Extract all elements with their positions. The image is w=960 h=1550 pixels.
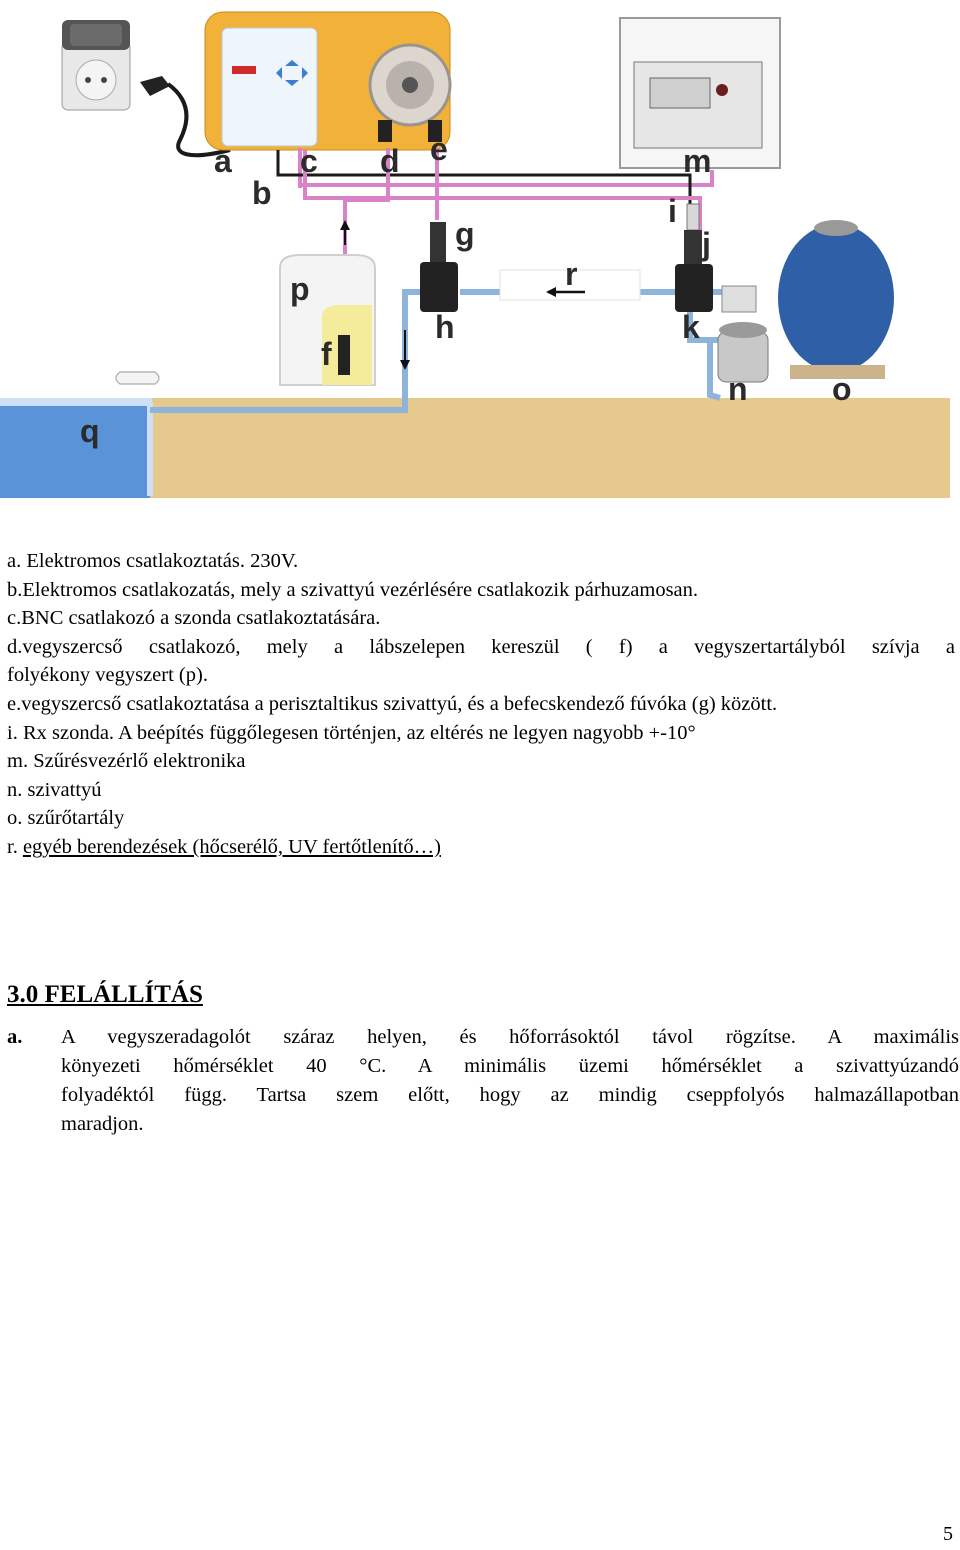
legend-item-e: e.vegyszercső csatlakoztatása a perisztaltikus szivattyú, és a befecskendező fúvóka (g) között. — [7, 692, 778, 715]
section-line-1: A vegyszeradagolót száraz helyen, és hőforrásoktól távol rögzítse. A maximális — [61, 1026, 959, 1048]
label-c: c — [300, 143, 318, 179]
legend-item-c: c.BNC csatlakozó a szonda csatlakoztatására. — [7, 607, 381, 630]
legend-item-a: a. Elektromos csatlakoztatás. 230V. — [7, 550, 299, 572]
section-item-marker: a. — [7, 1026, 23, 1048]
label-k: k — [682, 309, 700, 345]
label-j: j — [702, 226, 711, 262]
legend — [7, 547, 955, 862]
legend-item-r-prefix: r. — [7, 835, 23, 858]
section-body — [7, 1023, 959, 1139]
section-line-3: folyadéktól függ. Tartsa szem előtt, hogy az mindig cseppfolyós halmazállapotban — [61, 1084, 959, 1106]
label-e: e — [430, 131, 448, 167]
label-m: m — [683, 143, 712, 179]
label-r: r — [565, 256, 578, 292]
label-q: q — [80, 413, 100, 449]
section-line-4: maradjon. — [61, 1113, 144, 1135]
label-g: g — [455, 216, 475, 252]
pool-water — [0, 398, 150, 498]
legend-item-r — [7, 833, 955, 862]
section-heading: 3.0 FELÁLLÍTÁS — [7, 981, 203, 1008]
label-f: f — [321, 336, 332, 372]
legend-item-d-cont: folyékony vegyszert (p). — [7, 664, 208, 687]
label-a: a — [214, 143, 232, 179]
legend-item-r-text: egyéb berendezések (hőcserélő, UV fertőtlenítő…) — [22, 835, 441, 858]
power-plug — [140, 76, 170, 96]
legend-item-n: n. szivattyú — [7, 778, 102, 801]
legend-item-b: b.Elektromos csatlakozatás, mely a szivattyú vezérlésére csatlakozik párhuzamosan. — [7, 578, 699, 601]
injector — [420, 222, 458, 312]
installation-diagram — [0, 0, 960, 510]
page-number: 5 — [943, 1523, 953, 1545]
legend-item-m: m. Szűrésvezérlő elektronika — [7, 750, 246, 773]
legend-item-o: o. szűrőtartály — [7, 807, 125, 830]
legend-item-i: i. Rx szonda. A beépítés függőlegesen történjen, az eltérés ne legyen nagyobb +-10° — [7, 721, 696, 744]
label-h: h — [435, 309, 455, 345]
section-line-2: könyezeti hőmérséklet 40 °C. A minimális üzemi hőmérséklet a szivattyúzandó — [61, 1055, 959, 1077]
label-n: n — [728, 371, 748, 407]
label-o: o — [832, 371, 852, 407]
label-d: d — [380, 143, 400, 179]
label-i: i — [668, 193, 677, 229]
dosing-pump — [205, 12, 450, 150]
label-p: p — [290, 271, 310, 307]
legend-item-d: d.vegyszercső csatlakozó, mely a lábszelepen kereszül ( f) a vegyszertartályból szívja a — [7, 635, 955, 658]
wall-socket — [62, 20, 130, 110]
pool-pump — [718, 286, 768, 382]
filter-tank — [778, 220, 894, 379]
label-b: b — [252, 175, 272, 211]
